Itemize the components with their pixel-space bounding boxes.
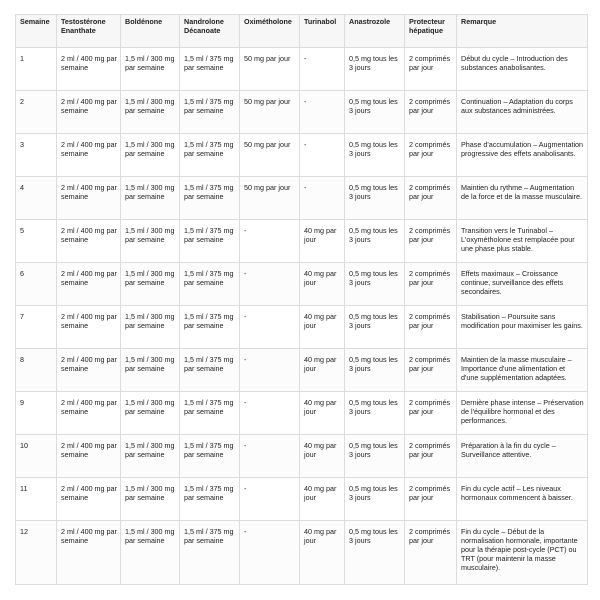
cell-semaine: 9: [16, 392, 57, 435]
cell-nandrolone: 1,5 ml / 375 mg par semaine: [180, 392, 240, 435]
cell-semaine: 10: [16, 435, 57, 478]
cell-boldenone: 1,5 ml / 300 mg par semaine: [121, 220, 180, 263]
cell-protecteur: 2 comprimés par jour: [405, 478, 457, 521]
cell-protecteur: 2 comprimés par jour: [405, 220, 457, 263]
cell-protecteur: 2 comprimés par jour: [405, 177, 457, 220]
table-row: [16, 263, 588, 306]
cell-anastrozole: 0,5 mg tous les 3 jours: [345, 349, 405, 392]
table-row: [16, 134, 588, 177]
cell-oximetholone: -: [240, 306, 300, 349]
cell-oximetholone: 50 mg par jour: [240, 177, 300, 220]
cell-protecteur: 2 comprimés par jour: [405, 521, 457, 585]
cell-nandrolone: 1,5 ml / 375 mg par semaine: [180, 134, 240, 177]
cell-boldenone: 1,5 ml / 300 mg par semaine: [121, 478, 180, 521]
table-row: [16, 435, 588, 478]
header-cell-oximetholone: Oximétholone: [240, 15, 300, 48]
cell-remarque: Début du cycle – Introduction des substances anabolisantes.: [457, 48, 588, 91]
cell-boldenone: 1,5 ml / 300 mg par semaine: [121, 306, 180, 349]
header-cell-turinabol: Turinabol: [300, 15, 345, 48]
header-cell-testosterone: Testostérone Enanthate: [57, 15, 121, 48]
cell-turinabol: -: [300, 91, 345, 134]
cell-semaine: 7: [16, 306, 57, 349]
cell-nandrolone: 1,5 ml / 375 mg par semaine: [180, 91, 240, 134]
cell-testosterone: 2 ml / 400 mg par semaine: [57, 263, 121, 306]
table-row: [16, 177, 588, 220]
cell-testosterone: 2 ml / 400 mg par semaine: [57, 521, 121, 585]
cell-anastrozole: 0,5 mg tous les 3 jours: [345, 134, 405, 177]
cell-semaine: 3: [16, 134, 57, 177]
cell-remarque: Transition vers le Turinabol – L'oxymétholone est remplacée pour une phase plus stable.: [457, 220, 588, 263]
cell-remarque: Fin du cycle actif – Les niveaux hormonaux commencent à baisser.: [457, 478, 588, 521]
cell-oximetholone: 50 mg par jour: [240, 134, 300, 177]
cell-protecteur: 2 comprimés par jour: [405, 134, 457, 177]
header-cell-protecteur: Protecteur hépatique: [405, 15, 457, 48]
cell-nandrolone: 1,5 ml / 375 mg par semaine: [180, 306, 240, 349]
cell-testosterone: 2 ml / 400 mg par semaine: [57, 91, 121, 134]
table-row: [16, 306, 588, 349]
table-row: [16, 91, 588, 134]
cell-anastrozole: 0,5 mg tous les 3 jours: [345, 521, 405, 585]
cell-nandrolone: 1,5 ml / 375 mg par semaine: [180, 220, 240, 263]
table-row: [16, 478, 588, 521]
cell-oximetholone: -: [240, 349, 300, 392]
cell-remarque: Fin du cycle – Début de la normalisation hormonale, importante pour la thérapie post-cycle (PCT) ou TRT (pour maintenir la masse musculaire).: [457, 521, 588, 585]
cell-remarque: Dernière phase intense – Préservation de l'équilibre hormonal et des performances.: [457, 392, 588, 435]
cell-turinabol: 40 mg par jour: [300, 435, 345, 478]
cell-anastrozole: 0,5 mg tous les 3 jours: [345, 48, 405, 91]
cell-semaine: 8: [16, 349, 57, 392]
cell-semaine: 2: [16, 91, 57, 134]
cell-testosterone: 2 ml / 400 mg par semaine: [57, 392, 121, 435]
cell-anastrozole: 0,5 mg tous les 3 jours: [345, 306, 405, 349]
cell-testosterone: 2 ml / 400 mg par semaine: [57, 134, 121, 177]
cycle-table: [15, 14, 588, 585]
cell-nandrolone: 1,5 ml / 375 mg par semaine: [180, 263, 240, 306]
cell-protecteur: 2 comprimés par jour: [405, 91, 457, 134]
cell-oximetholone: -: [240, 521, 300, 585]
header-cell-anastrozole: Anastrozole: [345, 15, 405, 48]
cell-boldenone: 1,5 ml / 300 mg par semaine: [121, 48, 180, 91]
table-row: [16, 349, 588, 392]
cell-anastrozole: 0,5 mg tous les 3 jours: [345, 220, 405, 263]
cell-semaine: 1: [16, 48, 57, 91]
cell-protecteur: 2 comprimés par jour: [405, 435, 457, 478]
cell-remarque: Effets maximaux – Croissance continue, surveillance des effets secondaires.: [457, 263, 588, 306]
cell-remarque: Préparation à la fin du cycle – Surveillance attentive.: [457, 435, 588, 478]
cell-nandrolone: 1,5 ml / 375 mg par semaine: [180, 349, 240, 392]
cell-nandrolone: 1,5 ml / 375 mg par semaine: [180, 521, 240, 585]
table-row: [16, 521, 588, 585]
cell-oximetholone: 50 mg par jour: [240, 91, 300, 134]
cell-protecteur: 2 comprimés par jour: [405, 306, 457, 349]
cell-testosterone: 2 ml / 400 mg par semaine: [57, 220, 121, 263]
cell-anastrozole: 0,5 mg tous les 3 jours: [345, 478, 405, 521]
cell-anastrozole: 0,5 mg tous les 3 jours: [345, 392, 405, 435]
table-row: [16, 48, 588, 91]
cell-oximetholone: -: [240, 263, 300, 306]
cell-semaine: 11: [16, 478, 57, 521]
cell-oximetholone: 50 mg par jour: [240, 48, 300, 91]
cell-semaine: 4: [16, 177, 57, 220]
cell-turinabol: -: [300, 134, 345, 177]
cell-turinabol: 40 mg par jour: [300, 306, 345, 349]
cell-protecteur: 2 comprimés par jour: [405, 349, 457, 392]
cell-nandrolone: 1,5 ml / 375 mg par semaine: [180, 48, 240, 91]
cell-boldenone: 1,5 ml / 300 mg par semaine: [121, 263, 180, 306]
cell-boldenone: 1,5 ml / 300 mg par semaine: [121, 134, 180, 177]
cell-protecteur: 2 comprimés par jour: [405, 48, 457, 91]
cell-testosterone: 2 ml / 400 mg par semaine: [57, 48, 121, 91]
cell-turinabol: -: [300, 177, 345, 220]
cell-remarque: Phase d'accumulation – Augmentation progressive des effets anabolisants.: [457, 134, 588, 177]
cell-anastrozole: 0,5 mg tous les 3 jours: [345, 263, 405, 306]
cell-protecteur: 2 comprimés par jour: [405, 392, 457, 435]
table-row: [16, 392, 588, 435]
cell-semaine: 12: [16, 521, 57, 585]
header-cell-nandrolone: Nandrolone Décanoate: [180, 15, 240, 48]
cell-turinabol: 40 mg par jour: [300, 263, 345, 306]
cell-oximetholone: -: [240, 435, 300, 478]
cell-semaine: 6: [16, 263, 57, 306]
cell-turinabol: -: [300, 48, 345, 91]
cell-remarque: Maintien du rythme – Augmentation de la force et de la masse musculaire.: [457, 177, 588, 220]
cell-boldenone: 1,5 ml / 300 mg par semaine: [121, 177, 180, 220]
cell-anastrozole: 0,5 mg tous les 3 jours: [345, 91, 405, 134]
cycle-table-container: [15, 14, 587, 585]
cell-testosterone: 2 ml / 400 mg par semaine: [57, 349, 121, 392]
cell-remarque: Continuation – Adaptation du corps aux substances administrées.: [457, 91, 588, 134]
cell-oximetholone: -: [240, 478, 300, 521]
cell-turinabol: 40 mg par jour: [300, 220, 345, 263]
cell-boldenone: 1,5 ml / 300 mg par semaine: [121, 349, 180, 392]
header-cell-semaine: Semaine: [16, 15, 57, 48]
cell-semaine: 5: [16, 220, 57, 263]
cell-nandrolone: 1,5 ml / 375 mg par semaine: [180, 478, 240, 521]
cell-oximetholone: -: [240, 392, 300, 435]
cell-turinabol: 40 mg par jour: [300, 478, 345, 521]
cell-anastrozole: 0,5 mg tous les 3 jours: [345, 435, 405, 478]
table-body: [16, 48, 588, 585]
cell-testosterone: 2 ml / 400 mg par semaine: [57, 177, 121, 220]
header-cell-boldenone: Boldénone: [121, 15, 180, 48]
cell-remarque: Stabilisation – Poursuite sans modification pour maximiser les gains.: [457, 306, 588, 349]
cell-nandrolone: 1,5 ml / 375 mg par semaine: [180, 435, 240, 478]
cell-anastrozole: 0,5 mg tous les 3 jours: [345, 177, 405, 220]
cell-testosterone: 2 ml / 400 mg par semaine: [57, 478, 121, 521]
header-cell-remarque: Remarque: [457, 15, 588, 48]
cell-oximetholone: -: [240, 220, 300, 263]
cell-testosterone: 2 ml / 400 mg par semaine: [57, 435, 121, 478]
table-row: [16, 220, 588, 263]
cell-boldenone: 1,5 ml / 300 mg par semaine: [121, 392, 180, 435]
cell-remarque: Maintien de la masse musculaire – Importance d'une alimentation et d'une supplémentation adaptées.: [457, 349, 588, 392]
cell-turinabol: 40 mg par jour: [300, 349, 345, 392]
cell-protecteur: 2 comprimés par jour: [405, 263, 457, 306]
cell-turinabol: 40 mg par jour: [300, 521, 345, 585]
cell-boldenone: 1,5 ml / 300 mg par semaine: [121, 521, 180, 585]
cell-testosterone: 2 ml / 400 mg par semaine: [57, 306, 121, 349]
cell-boldenone: 1,5 ml / 300 mg par semaine: [121, 435, 180, 478]
cell-boldenone: 1,5 ml / 300 mg par semaine: [121, 91, 180, 134]
header-row: [16, 15, 588, 48]
cell-nandrolone: 1,5 ml / 375 mg par semaine: [180, 177, 240, 220]
cell-turinabol: 40 mg par jour: [300, 392, 345, 435]
